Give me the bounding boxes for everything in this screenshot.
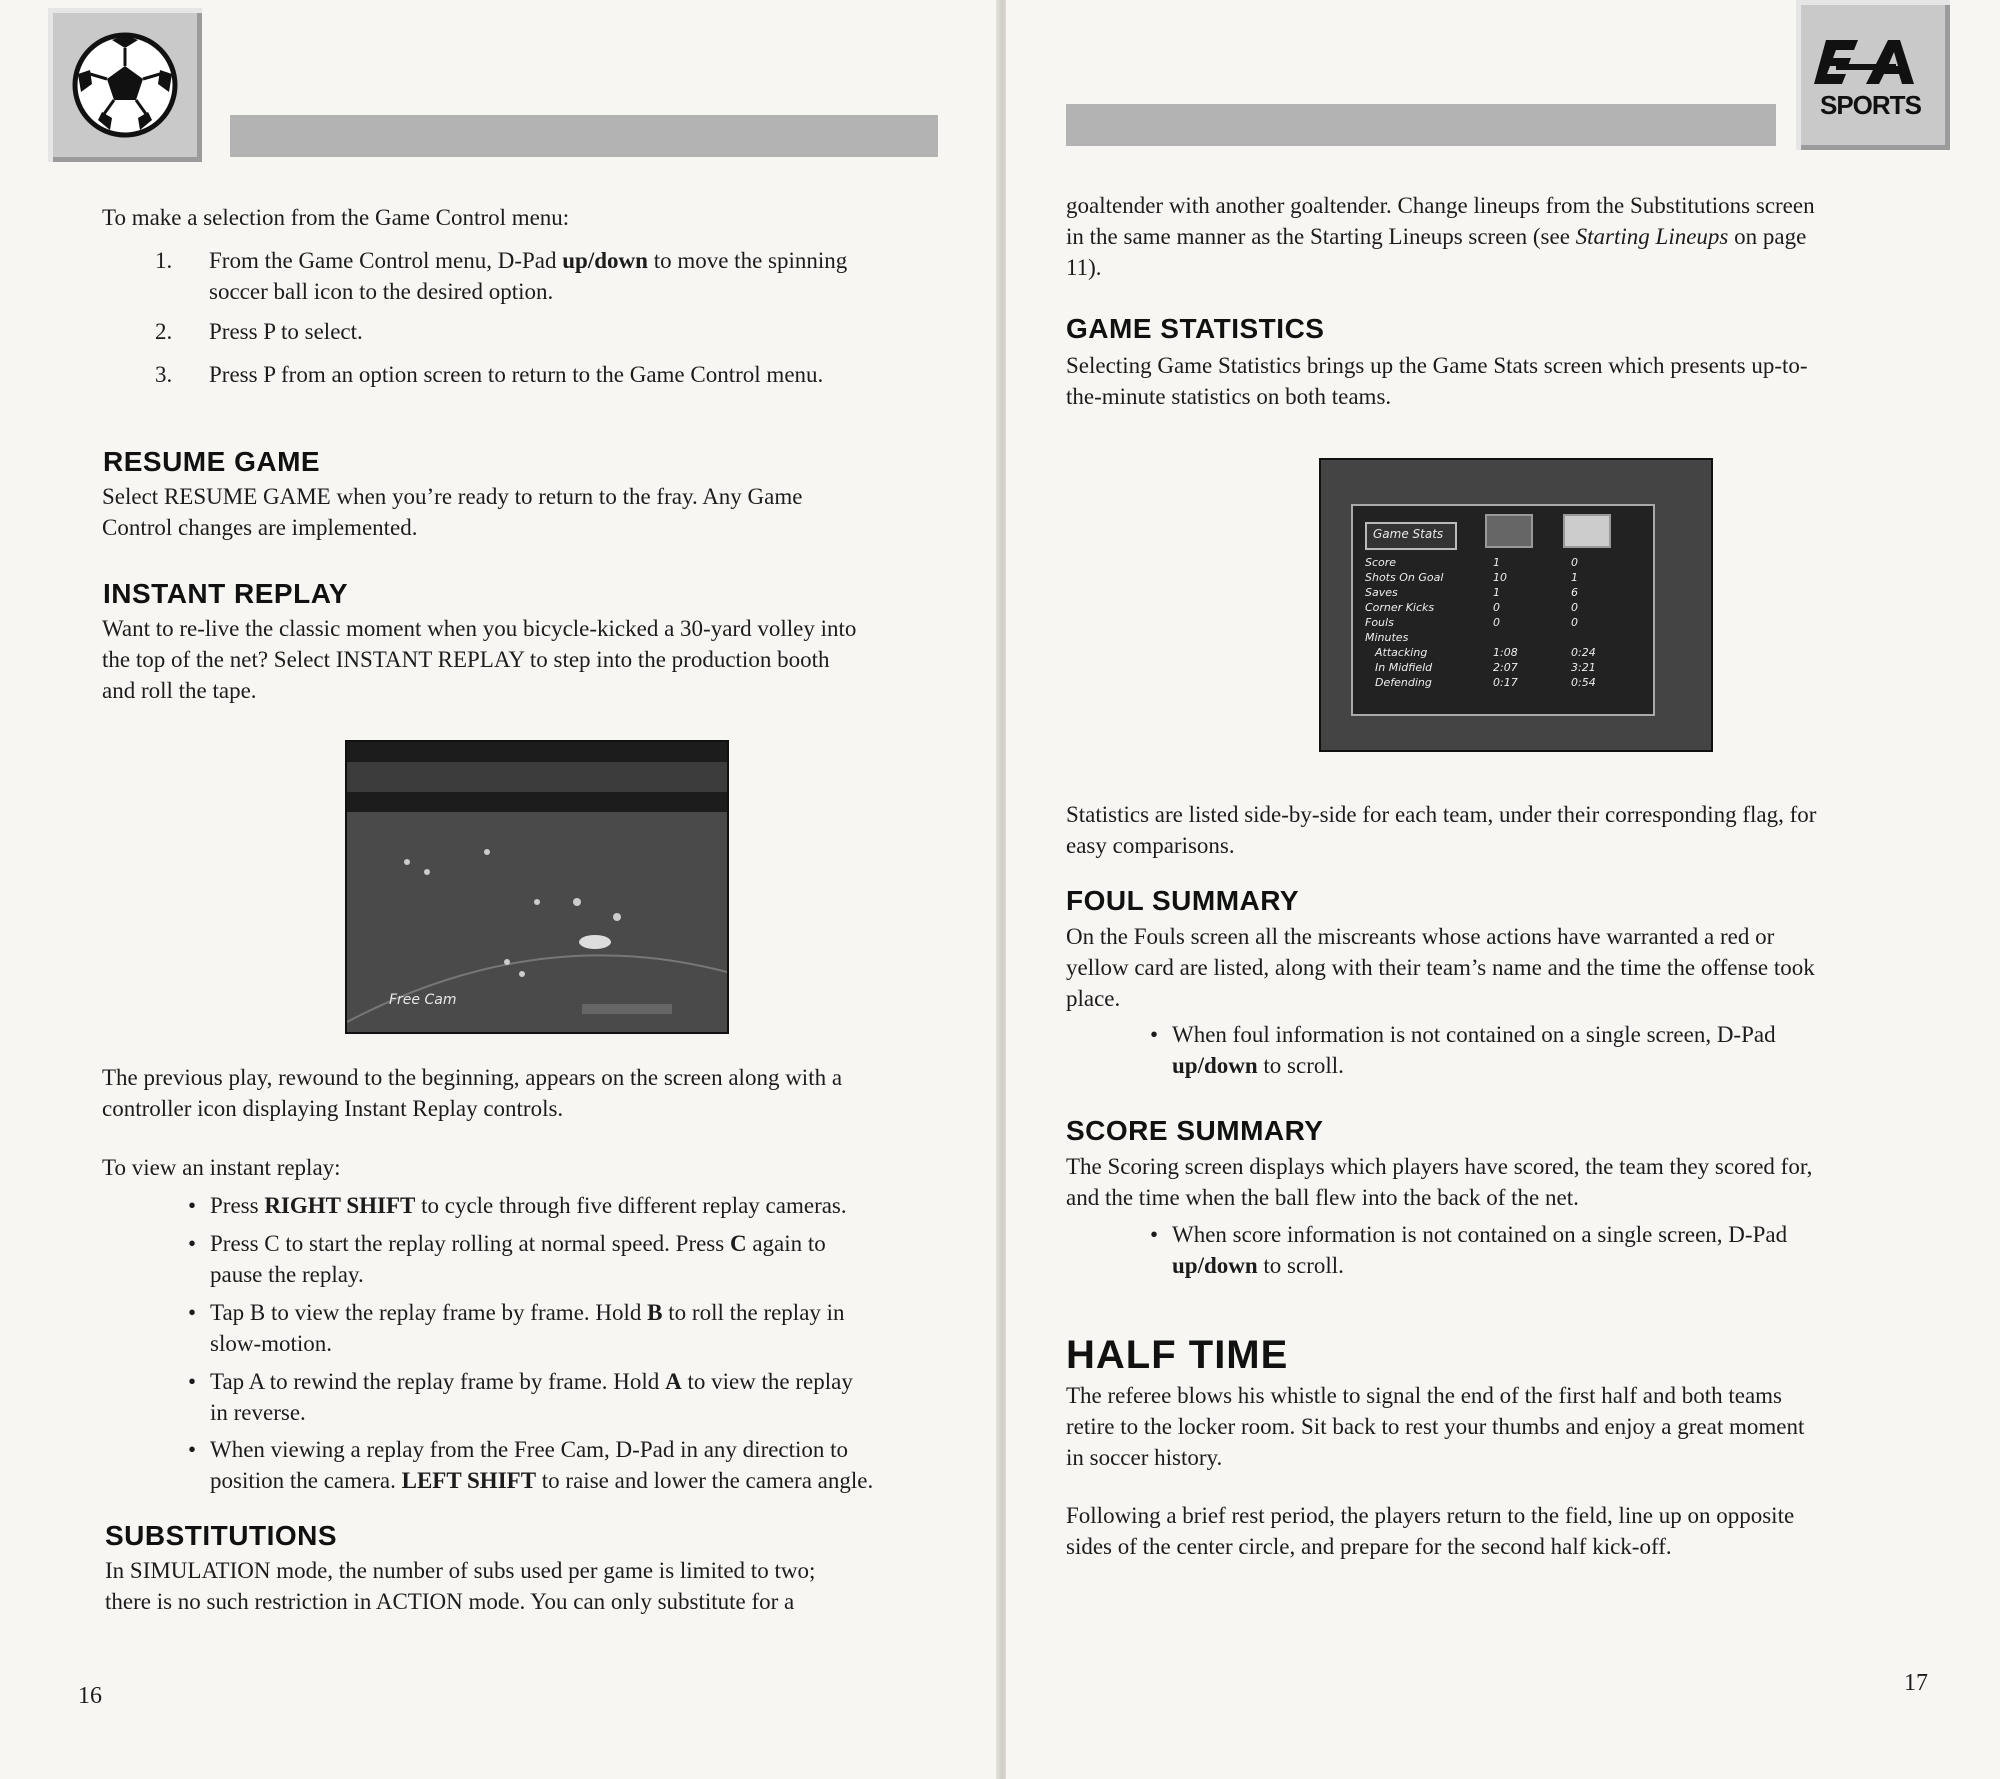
stat-row: Fouls 0 0 (1365, 616, 1578, 629)
instant-replay-text: Want to re-live the classic moment when you bicycle-kicked a 30-yard volley into the top of the net? Select INSTANT REPLAY to step into the production booth and roll the tape. (102, 616, 857, 703)
foul-summary-heading: FOUL SUMMARY (1066, 885, 1300, 916)
substitutions-text: In SIMULATION mode, the number of subs used per game is limited to two; there is no such restriction in ACTION mode. You can only substitute for a (105, 1558, 816, 1614)
stat-row: Attacking 1:08 0:24 (1375, 646, 1596, 659)
stat-row: Saves 1 6 (1365, 586, 1578, 599)
half-time-text-2: Following a brief rest period, the players return to the field, line up on opposite sides of the center circle, and prepare for the second half kick-off. (1066, 1503, 1795, 1559)
game-statistics-text: Selecting Game Statistics brings up the Game Stats screen which presents up-to- the-minute statistics on both teams. (1066, 353, 1808, 409)
home-team-flag (1485, 514, 1533, 548)
game-statistics-heading: GAME STATISTICS (1066, 313, 1325, 344)
substitutions-heading: SUBSTITUTIONS (105, 1520, 338, 1551)
foul-bullet: • When foul information is not contained on a single screen, D-Pad up/down to scroll. (1150, 1022, 1776, 1078)
soccer-ball-logo (48, 8, 202, 162)
stat-row: In Midfield 2:07 3:21 (1375, 661, 1596, 674)
replay-bullet-4: • Tap A to rewind the replay frame by frame. Hold A to view the replay in reverse. (188, 1369, 853, 1425)
resume-game-text: Select RESUME GAME when you’re ready to return to the fray. Any Game Control changes are implemented. (102, 484, 803, 540)
stats-after-text: Statistics are listed side-by-side for each team, under their corresponding flag, for easy comparisons. (1066, 802, 1817, 858)
stat-row: Corner Kicks 0 0 (1365, 601, 1578, 614)
page-number-left: 16 (78, 1683, 102, 1709)
subs-continued-text: goaltender with another goaltender. Change lineups from the Substitutions screen in the same manner as the Starting Lineups screen (see Starting Lineups on page 11). (1066, 193, 1815, 280)
ea-logo-icon (1796, 0, 1950, 150)
replay-bullet-2: • Press C to start the replay rolling at normal speed. Press C again to pause the replay. (188, 1231, 826, 1287)
away-team-flag (1563, 514, 1611, 548)
page-number-right: 17 (1904, 1670, 1928, 1696)
half-time-heading: HALF TIME (1066, 1333, 1289, 1377)
score-summary-heading: SCORE SUMMARY (1066, 1115, 1324, 1146)
view-replay-intro: To view an instant replay: (102, 1155, 341, 1180)
replay-bullet-5: • When viewing a replay from the Free Cam, D-Pad in any direction to position the camera. LEFT SHIFT to raise and lower the camera angle. (188, 1437, 874, 1493)
free-cam-screenshot (345, 740, 729, 1034)
step-2: 2. Press P to select. (155, 319, 363, 344)
step-1: 1. From the Game Control menu, D-Pad up/down to move the spinning soccer ball icon to the desired option. (155, 248, 848, 304)
intro-text: To make a selection from the Game Control menu: (102, 205, 570, 230)
soccer-field-image (347, 742, 727, 1032)
right-header-bar (1066, 104, 1776, 146)
left-header-bar (230, 115, 938, 157)
score-summary-text: The Scoring screen displays which players have scored, the team they scored for, and the time when the ball flew into the back of the net. (1066, 1154, 1813, 1210)
half-time-text: The referee blows his whistle to signal the end of the first half and both teams retire to the locker room. Sit back to rest your thumbs and enjoy a great moment in soccer history. (1066, 1383, 1805, 1470)
game-stats-panel (1351, 504, 1655, 716)
stat-row: Score 1 0 (1365, 556, 1578, 569)
resume-game-heading: RESUME GAME (103, 446, 321, 477)
game-stats-screenshot (1319, 458, 1713, 752)
step-3: 3. Press P from an option screen to return to the Game Control menu. (155, 362, 824, 387)
stat-row: Minutes (1365, 631, 1409, 644)
foul-summary-text: On the Fouls screen all the miscreants whose actions have warranted a red or yellow card are listed, along with their team’s name and the time the offense took place. (1066, 924, 1815, 1011)
after-replay-text: The previous play, rewound to the beginning, appears on the screen along with a controller icon displaying Instant Replay controls. (102, 1065, 843, 1121)
free-cam-label: Free Cam (389, 992, 457, 1008)
instant-replay-heading: INSTANT REPLAY (103, 578, 349, 609)
replay-bullet-3: • Tap B to view the replay frame by frame. Hold B to roll the replay in slow-motion. (188, 1300, 845, 1356)
ea-sports-text: SPORTS (1820, 90, 1921, 120)
replay-bullet-1: • Press RIGHT SHIFT to cycle through five different replay cameras. (188, 1193, 847, 1218)
soccer-ball-icon (48, 8, 202, 162)
stat-row: Defending 0:17 0:54 (1375, 676, 1596, 689)
score-bullet: • When score information is not contained on a single screen, D-Pad up/down to scroll. (1150, 1222, 1788, 1278)
game-stats-title: Game Stats (1373, 527, 1444, 541)
right-page (1006, 0, 2000, 1779)
ea-sports-logo (1796, 0, 1950, 150)
stat-row: Shots On Goal 10 1 (1365, 571, 1578, 584)
